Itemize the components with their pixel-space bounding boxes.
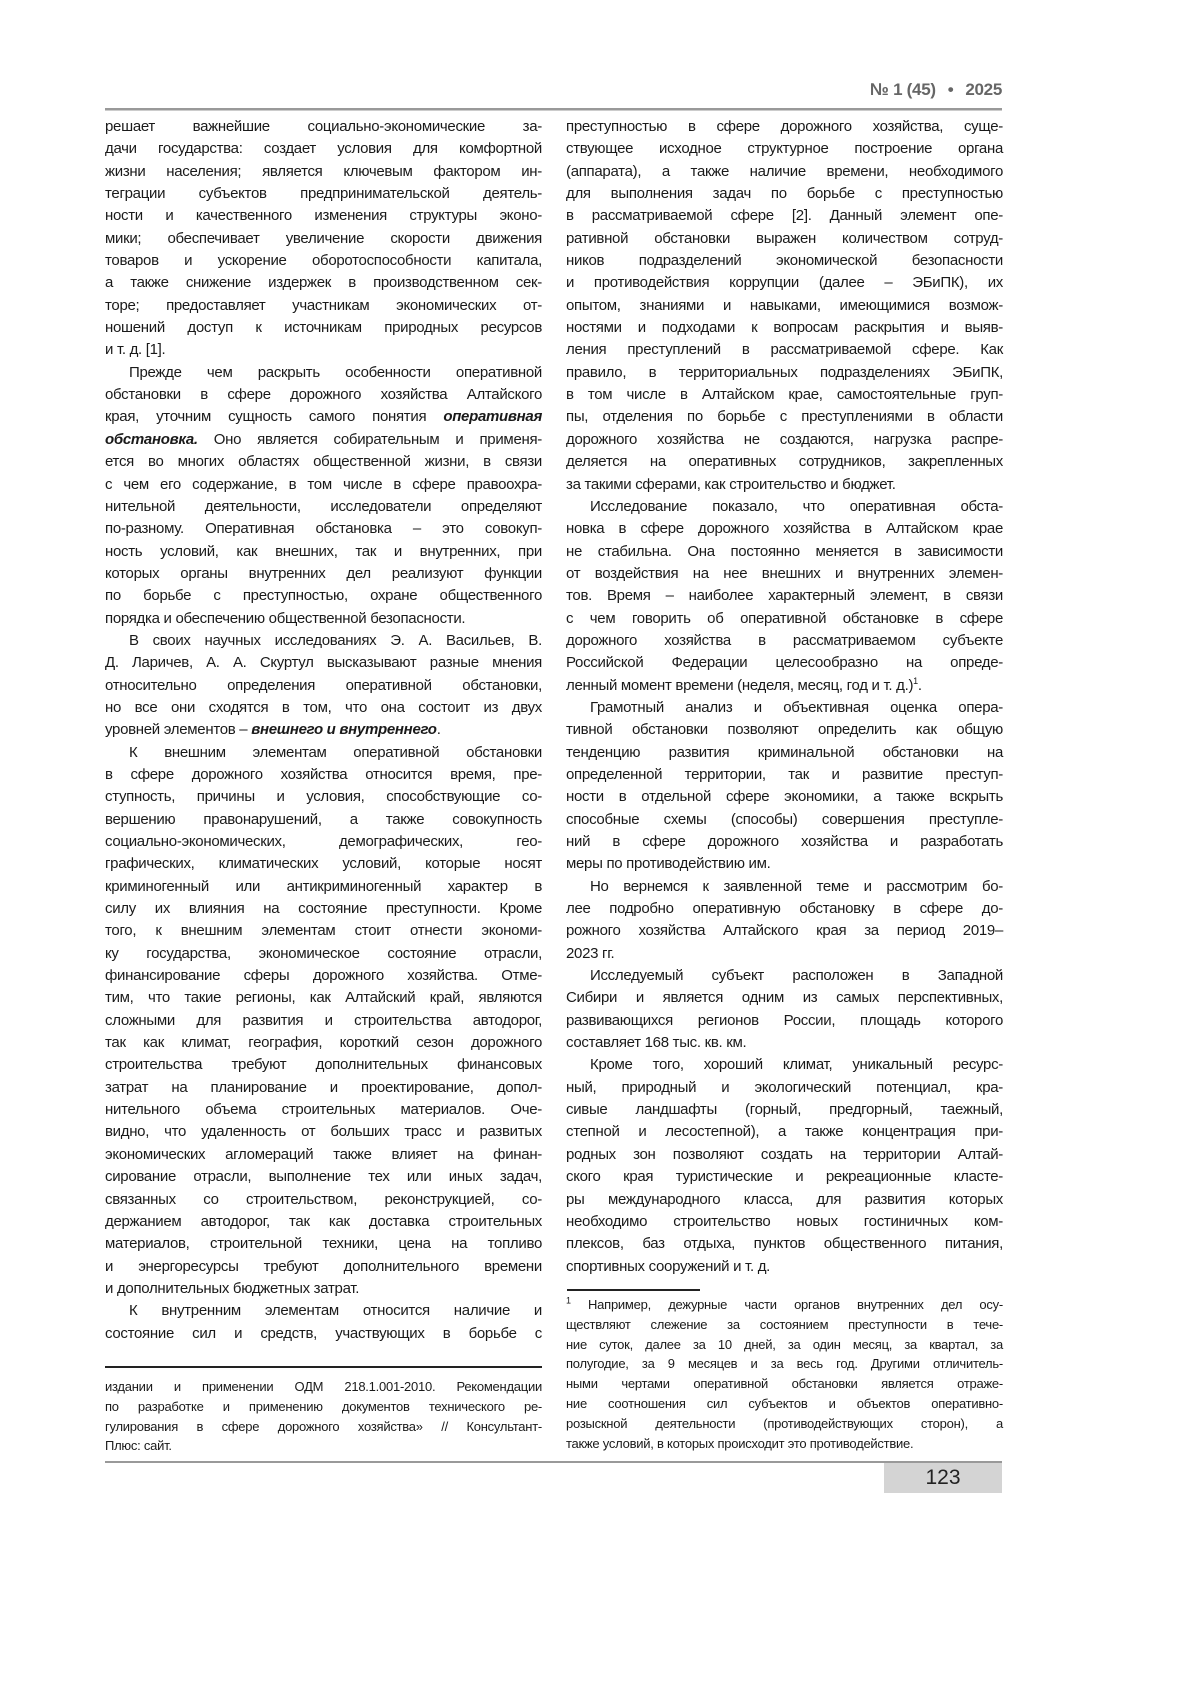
line-text: Кроме того, хороший климат, уникальный ресурс- [590,1056,1003,1073]
text-line [566,1335,1003,1355]
text-line [566,541,1003,563]
text-line [105,764,542,786]
line-text: Прежде чем раскрыть особенности оперативной [129,364,542,381]
line-text: по разработке и применению документов технического ре- [105,1399,542,1414]
text-line [105,451,542,473]
line-text: в рассматриваемой сфере [2]. Данный элемент опе- [566,207,1003,224]
line-text: Плюс: сайт. [105,1438,172,1453]
line-text: Например, дежурные части органов внутренних дел осу- [571,1297,1003,1312]
line-text: дачи государства: создает условия для комфортной [105,140,542,157]
line-text: графических, климатических условий, которые носят [105,855,542,872]
line-text: материалов, строительной техники, цена на топливо [105,1235,542,1252]
line-text: Сибири и является одним из самых перспективных, [566,989,1003,1006]
text-line [105,675,542,697]
text-line [566,853,1003,875]
text-line [566,228,1003,250]
line-text: дорожного хозяйства не создаются, нагрузка распре- [566,431,1003,448]
text-line [566,518,1003,540]
text-line [566,920,1003,942]
line-text: . [918,677,922,694]
text-line [105,809,542,831]
line-text: розыскной деятельности (противодействующих сторон), а [566,1416,1003,1431]
line-text: за такими сферами, как строительство и бюджет. [566,476,896,493]
text-line [105,1032,542,1054]
line-text: правило, в территориальных подразделениях ЭБиПК, [566,364,1003,381]
text-line [566,1434,1003,1454]
text-line [105,272,542,294]
right-column [566,116,1003,1278]
line-text: не стабильна. Она постоянно меняется в зависимости [566,543,1003,560]
text-line [105,1077,542,1099]
text-line [105,697,542,719]
text-line [105,563,542,585]
line-text: ний в сфере дорожного хозяйства и разработать [566,833,1003,850]
line-text: ку государства, экономическое состояние отрасли, [105,945,542,962]
text-line [566,1144,1003,1166]
text-line [566,652,1003,674]
line-text: жизни населения; является ключевым фактором ин- [105,163,542,180]
line-text: с чем говорить об оперативной обстановке в сфере [566,610,1003,627]
line-text: Грамотный анализ и объективная оценка опера- [590,699,1003,716]
line-text: пы, отделения по борьбе с преступлениями в области [566,408,1003,425]
line-text: ников подразделений экономической безопасности [566,252,1003,269]
line-text: плексов, баз отдыха, пунктов общественного питания, [566,1235,1003,1252]
line-text: мики; обеспечивает увеличение скорости движения [105,230,542,247]
line-text: строительства требуют дополнительных финансовых [105,1056,542,1073]
text-line [566,250,1003,272]
text-line [105,1300,542,1322]
line-text: вершению правонарушений, а также совокупность [105,811,542,828]
text-line [105,1144,542,1166]
line-text: сирование отрасли, выполнение тех или иных задач, [105,1168,542,1185]
line-text: и дополнительных бюджетных затрат. [105,1280,359,1297]
line-text: затрат на планирование и проектирование, допол- [105,1079,542,1096]
text-line [105,965,542,987]
text-line [566,1054,1003,1076]
text-line [105,585,542,607]
line-text: также условий, в которых происходит это противодействие. [566,1436,913,1451]
footnote-divider-left [105,1366,542,1368]
text-line [105,205,542,227]
line-text: ние соотношения сил субъектов и объектов оперативно- [566,1396,1003,1411]
text-line [105,943,542,965]
text-line [105,429,542,451]
line-text: К внутренним элементам относится наличие и [129,1302,542,1319]
line-text: 2023 гг. [566,945,614,962]
line-text: но все они сходятся в том, что она состоит из двух [105,699,542,716]
text-line [566,1166,1003,1188]
bullet-separator: • [948,80,954,99]
line-text: экономических агломераций также влияет на финан- [105,1146,542,1163]
footnote-reference: 1 [913,676,918,686]
line-text: порядка и обеспечению общественной безопасности. [105,610,465,627]
line-text: Но вернемся к заявленной теме и рассмотрим бо- [590,878,1003,895]
text-line [566,1211,1003,1233]
text-line [566,898,1003,920]
page-number: 123 [884,1463,1002,1493]
text-line [105,541,542,563]
line-text: ношений доступ к источникам природных ресурсов [105,319,542,336]
text-line [566,1394,1003,1414]
line-text: тенденцию развития криминальной обстановки на [566,744,1003,761]
text-line [566,429,1003,451]
text-line [105,161,542,183]
text-line [105,1233,542,1255]
line-text: лее подробно оперативную обстановку в сфере до- [566,900,1003,917]
line-text: от воздействия на нее внешних и внутренних элемен- [566,565,1003,582]
text-line [105,518,542,540]
line-text: с чем его содержание, в том числе в сфере правоохра- [105,476,542,493]
line-text: ности в отдельной сфере экономики, а также вскрыть [566,788,1003,805]
line-text: по-разному. Оперативная обстановка – это совокуп- [105,520,542,537]
text-line [105,1010,542,1032]
line-text: и энергоресурсы требуют дополнительного времени [105,1258,542,1275]
line-text: и т. д. [1]. [105,341,165,358]
text-line [566,272,1003,294]
text-line [105,116,542,138]
line-text: (аппарата), а также наличие времени, необходимого [566,163,1003,180]
text-line [566,384,1003,406]
line-text: способные схемы (способы) совершения преступле- [566,811,1003,828]
text-line [566,1295,1003,1315]
text-line [105,339,542,361]
line-text: обстановки в сфере дорожного хозяйства Алтайского [105,386,542,403]
text-line [566,205,1003,227]
text-line [566,1077,1003,1099]
line-text: так как климат, география, короткий сезон дорожного [105,1034,542,1051]
line-text: решает важнейшие социально-экономические за- [105,118,542,135]
line-text: в том числе в Алтайском крае, самостоятельные груп- [566,386,1003,403]
text-line [566,742,1003,764]
text-line [566,138,1003,160]
running-header [870,80,1002,100]
line-text: сложными для развития и строительства автодорог, [105,1012,542,1029]
text-line [566,496,1003,518]
line-text: и противодействия коррупции (далее – ЭБиПК), их [566,274,1003,291]
text-line [105,228,542,250]
text-line [566,1099,1003,1121]
line-text: уровней элементов – [105,721,251,738]
line-text: необходимо строительство новых гостиничных ком- [566,1213,1003,1230]
line-text: ществляют слежение за состоянием преступности в тече- [566,1317,1003,1332]
line-text: спортивных сооружений и т. д. [566,1258,770,1275]
text-line [566,362,1003,384]
line-text: нительного объема строительных материалов. Оче- [105,1101,542,1118]
text-line [105,898,542,920]
line-text: тим, что такие регионы, как Алтайский край, являются [105,989,542,1006]
line-text: состояние сил и средств, участвующих в борьбе с [105,1325,542,1342]
line-text: которых органы внутренних дел реализуют функции [105,565,542,582]
line-text: дорожного хозяйства в рассматриваемом субъекте [566,632,1003,649]
text-line [105,1166,542,1188]
text-line [566,697,1003,719]
text-line [566,585,1003,607]
text-line [105,1417,542,1437]
line-text: деляется на оперативных сотрудников, закрепленных [566,453,1003,470]
text-line [105,1256,542,1278]
text-line [566,987,1003,1009]
line-text: ностями и подходами к вопросам раскрытия и выяв- [566,319,1003,336]
text-line [566,1374,1003,1394]
text-line [105,987,542,1009]
left-column [105,116,542,1345]
text-line [566,1121,1003,1143]
text-line [105,1323,542,1345]
line-text: опытом, знаниями и навыками, имеющимися возмож- [566,297,1003,314]
text-line [566,719,1003,741]
line-text: финансирование сферы дорожного хозяйства. Отме- [105,967,542,984]
line-text: Д. Ларичев, А. А. Скуртул высказывают разные мнения [105,654,542,671]
line-text: полугодие, за 9 месяцев и за весь год. Другими отличитель- [566,1356,1003,1371]
text-line [105,1211,542,1233]
line-text: ность условий, как внешних, так и внутренних, при [105,543,542,560]
line-text: меры по противодействию им. [566,855,771,872]
text-line [105,317,542,339]
line-text: теграции субъектов предпринимательской деятель- [105,185,542,202]
text-line [105,362,542,384]
line-text: ступность, причины и условия, способствующие со- [105,788,542,805]
text-line [566,1414,1003,1434]
text-line [105,1121,542,1143]
text-line [566,965,1003,987]
line-text: ными чертами оперативной обстановки является отраже- [566,1376,1003,1391]
text-line [105,138,542,160]
text-line [566,1354,1003,1374]
line-text: тов. Время – наиболее характерный элемент, в связи [566,587,1003,604]
text-line [566,317,1003,339]
line-text: связанных со строительством, реконструкцией, со- [105,1191,542,1208]
issue-year: 2025 [965,80,1002,99]
text-line [566,809,1003,831]
footnote-divider-right [567,1289,700,1291]
text-line [566,161,1003,183]
footnote-left [105,1377,542,1456]
text-line [105,1397,542,1417]
text-line [105,652,542,674]
emphasized-term: оперативная [443,408,542,425]
line-text: тивной обстановки позволяют определить как общую [566,721,1003,738]
text-line [105,474,542,496]
line-text: рожного хозяйства Алтайского края за период 2019– [566,922,1003,939]
line-text: преступностью в сфере дорожного хозяйства, суще- [566,118,1003,135]
line-text: ние суток, далее за 10 дней, за один месяц, за квартал, за [566,1337,1003,1352]
text-line [566,943,1003,965]
text-line [566,876,1003,898]
text-line [566,1256,1003,1278]
text-line [105,250,542,272]
text-line [566,831,1003,853]
text-line [566,675,1003,697]
line-text: Исследуемый субъект расположен в Западной [590,967,1003,984]
text-line [105,630,542,652]
text-line [105,1436,542,1456]
line-text: ры международного класса, для развития которых [566,1191,1003,1208]
line-text: криминогенный или антикриминогенный характер в [105,878,542,895]
line-text: издании и применении ОДМ 218.1.001-2010. Рекомендации [105,1379,542,1394]
line-text: силу их влияния на состояние преступности. Кроме [105,900,542,917]
line-text: Исследование показало, что оперативная обста- [590,498,1003,515]
text-line [105,831,542,853]
emphasized-term: внешнего и внутреннего [251,721,436,738]
line-text: нительной деятельности, исследователи определяют [105,498,542,515]
text-line [105,1189,542,1211]
text-line [105,1377,542,1397]
line-text: новка в сфере дорожного хозяйства в Алтайском крае [566,520,1003,537]
text-line [105,853,542,875]
text-line [105,876,542,898]
line-text: товаров и ускорение оборотоспособности капитала, [105,252,542,269]
line-text: держанием автодорог, так как доставка строительных [105,1213,542,1230]
text-line [105,1278,542,1300]
line-text: развивающихся регионов России, площадь которого [566,1012,1003,1029]
line-text: а также снижение издержек в производственном сек- [105,274,542,291]
text-line [566,116,1003,138]
text-line [566,1233,1003,1255]
footnote-right [566,1295,1003,1453]
line-text: ративной обстановки выражен количеством сотруд- [566,230,1003,247]
emphasized-term: обстановка. [105,431,198,448]
text-line [566,451,1003,473]
footer-divider [105,1461,1002,1463]
text-line [566,295,1003,317]
text-line [105,920,542,942]
line-text: края, уточним сущность самого понятия [105,408,443,425]
line-text: в сфере дорожного хозяйства относится время, пре- [105,766,542,783]
line-text: ленный момент времени (неделя, месяц, год и т. д.) [566,677,913,694]
text-line [566,563,1003,585]
text-line [566,474,1003,496]
line-text: К внешним элементам оперативной обстановки [129,744,542,761]
line-text: родных зон позволяют создать на территории Алтай- [566,1146,1003,1163]
text-line [566,764,1003,786]
line-text: определенной территории, так и развитие преступ- [566,766,1003,783]
line-text: составляет 168 тыс. кв. км. [566,1034,746,1051]
text-line [105,786,542,808]
line-text: Российской Федерации целесообразно на опреде- [566,654,1003,671]
line-text: ности и качественного изменения структуры эконо- [105,207,542,224]
text-line [105,295,542,317]
line-text: ления преступлений в рассматриваемой сфере. Как [566,341,1003,358]
line-text: ского края туристические и рекреационные класте- [566,1168,1003,1185]
text-line [566,1010,1003,1032]
text-line [105,1099,542,1121]
text-line [566,339,1003,361]
text-line [566,1189,1003,1211]
line-text: степной и лесостепной), а также концентрация при- [566,1123,1003,1140]
text-line [105,1054,542,1076]
text-line [566,630,1003,652]
line-text: того, к внешним элементам стоит отнести экономи- [105,922,542,939]
text-line [566,1315,1003,1335]
line-text: для выполнения задач по борьбе с преступностью [566,185,1003,202]
line-text: сивые ландшафты (горный, предгорный, таежный, [566,1101,1003,1118]
text-line [105,384,542,406]
issue-number: № 1 (45) [870,80,936,99]
text-line [105,719,542,741]
line-text: социально-экономических, демографических, гео- [105,833,542,850]
line-text: по борьбе с преступностью, охране общественного [105,587,542,604]
line-text: ствующее исходное структурное построение органа [566,140,1003,157]
text-line [566,183,1003,205]
footnote-marker: 1 [566,1296,571,1306]
line-text: Оно является собирательным и применя- [198,431,542,448]
text-line [566,1032,1003,1054]
line-text: ется во многих областях общественной жизни, в связи [105,453,542,470]
text-line [566,786,1003,808]
text-line [105,742,542,764]
text-line [105,496,542,518]
line-text: гулирования в сфере дорожного хозяйства» // Консультант- [105,1419,542,1434]
text-line [566,406,1003,428]
line-text: относительно определения оперативной обстановки, [105,677,542,694]
text-line [105,183,542,205]
line-text: торе; предоставляет участникам экономических от- [105,297,542,314]
line-text: В своих научных исследованиях Э. А. Васильев, В. [129,632,542,649]
text-line [566,608,1003,630]
line-text: видно, что удаленность от больших трасс и развитых [105,1123,542,1140]
line-text: . [437,721,441,738]
line-text: ный, природный и экологический потенциал, кра- [566,1079,1003,1096]
header-divider [105,108,1002,111]
text-line [105,406,542,428]
text-line [105,608,542,630]
